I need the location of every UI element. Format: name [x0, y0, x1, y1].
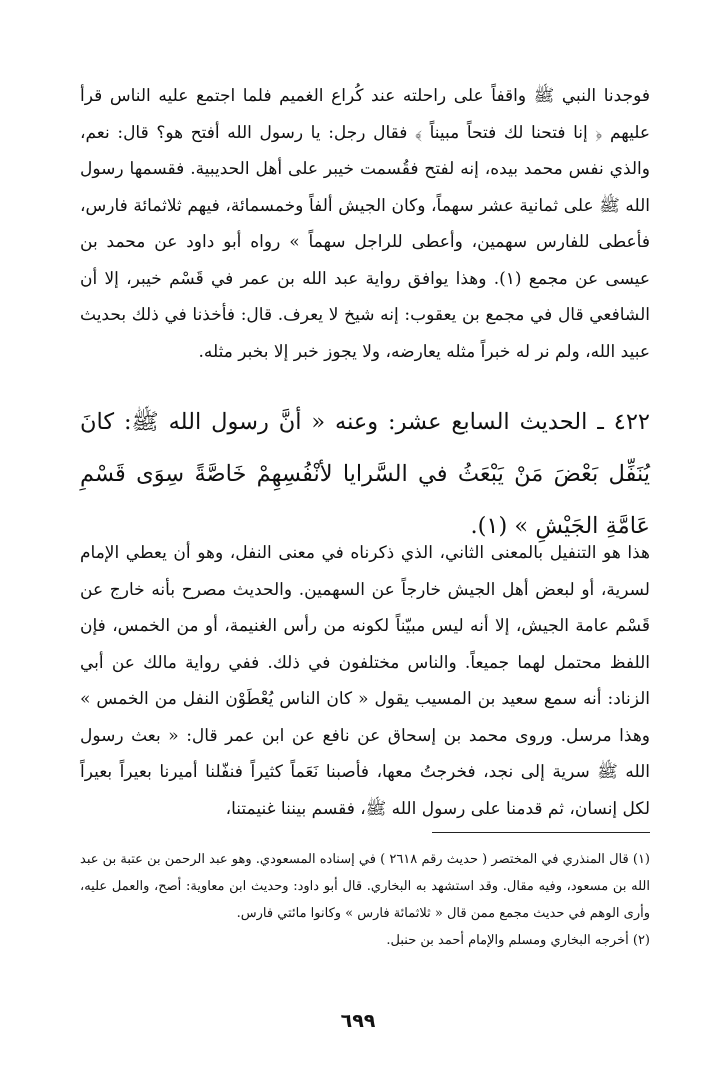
- commentary-paragraph: هذا هو التنفيل بالمعنى الثاني، الذي ذكرناه في معنى النفل، وهو أن يعطي الإمام لسرية، أو لبعض أهل الجيش خارجاً عن السهمين. والحديث مصرح بأنه خارج عن قَسْم عامة الجيش، إلا أنه ليس مبيّناً لكونه من رأس الغنيمة، أو من الخمس، فإن اللفظ محتمل لهما جميعاً. والناس مختلفون في ذلك. ففي رواية مالك عن أبي الزناد: أنه سمع سعيد بن المسيب يقول « كان الناس يُعْطَوْن النفل من الخمس » وهذا مرسل. وروى محمد بن إسحاق عن نافع عن ابن عمر قال: « بعث رسول الله ﷺ سرية إلى نجد، فخرجتُ معها، فأصبنا نَعَماً كثيراً فنفّلنا أميرنا بعيراً بعيراً لكل إنسان، ثم قدمنا على رسول الله ﷺ، فقسم بيننا غنيمتنا،: [80, 543, 650, 819]
- footnote-2: (٢) أخرجه البخاري ومسلم والإمام أحمد بن حنبل.: [386, 933, 650, 948]
- footnote-divider: [432, 832, 650, 833]
- body-paragraph: فوجدنا النبي ﷺ واقفاً على راحلته عند كُراع الغميم فلما اجتمع عليه الناس قرأ عليهم ﴿ إنا فتحنا لك فتحاً مبيناً ﴾ فقال رجل: يا رسول الله أفتح هو؟ قال: نعم، والذي نفس محمد بيده، إنه لفتح فقُسمت خيبر على أهل الحديبية. فقسمها رسول الله ﷺ على ثمانية عشر سهماً، وكان الجيش ألفاً وخمسمائة، فيهم ثلاثمائة فارس، فأعطى للفارس سهمين، وأعطى للراجل سهماً » رواه أبو داود عن محمد بن عيسى عن مجمع (١). وهذا يوافق رواية عبد الله بن عمر في قَسْم خيبر، إلا أن الشافعي قال في مجمع بن يعقوب: إنه شيخ لا يعرف. قال: فأخذنا في ذلك بحديث عبيد الله، ولم نر له خبراً مثله يعارضه، ولا يجوز خبر إلا بخبر مثله.: [80, 86, 651, 362]
- footnote-1: (١) قال المنذري في المختصر ( حديث رقم ٢٦١٨ ) في إسناده المسعودي. وهو عبد الرحمن بن عتبة بن عبد الله بن مسعود، وفيه مقال. وقد استشهد به البخاري. قال أبو داود: وحديث ابن معاوية: أصح، والعمل عليه، وأرى الوهم في حديث مجمع ممن قال « ثلاثمائة فارس » وكانوا مائتي فارس.: [80, 852, 650, 921]
- page-number: ٦٩٩: [340, 1010, 376, 1032]
- footnotes: [80, 846, 650, 954]
- hadith-text: ٤٢٢ ـ الحديث السابع عشر: وعنه « أنَّ رسول الله ﷺ: كانَ يُنَفِّل بَعْضَ مَنْ يَبْعَثُ في السَّرايا لأنْفُسِهِمْ خَاصَّةً سِوَى قَسْمِ عَامَّةِ الجَيْشِ » (١).: [80, 409, 650, 539]
